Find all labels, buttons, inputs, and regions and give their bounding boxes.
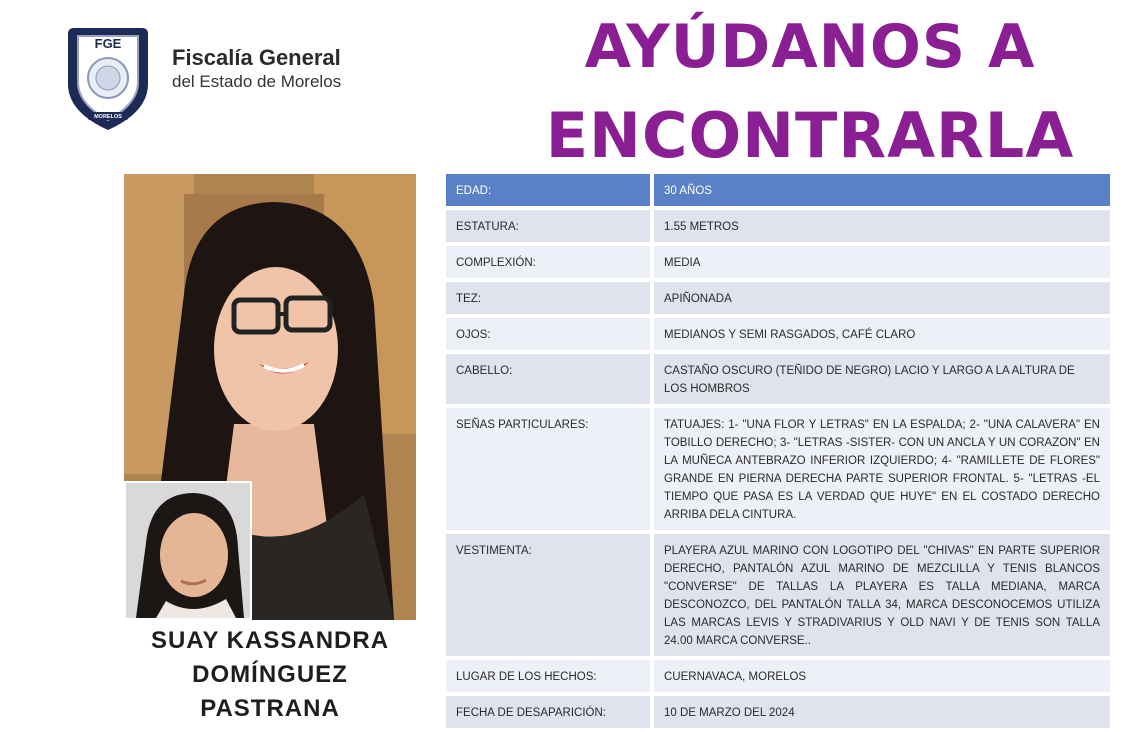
org-name: Fiscalía General [172,45,341,70]
details-label: CABELLO: [446,354,650,404]
headline-line-2: ENCONTRARLA [545,99,1075,172]
details-value: CUERNAVACA, MORELOS [654,660,1110,692]
details-row-complexion [446,282,1110,314]
details-value: 30 AÑOS [654,174,1110,206]
details-row-eyes [446,318,1110,350]
details-value: APIÑONADA [654,282,1110,314]
details-row-height [446,210,1110,242]
details-label: FECHA DE DESAPARICIÓN: [446,696,650,728]
details-row-age [446,174,1110,206]
details-value: TATUAJES: 1- "UNA FLOR Y LETRAS" EN LA ESPALDA; 2- "UNA CALAVERA" EN TOBILLO DERECHO; 3- "LETRAS -SISTER- CON UN ANCLA Y UN CORAZON" EN LA MUÑECA ANTEBRAZO INFERIOR IZQUIERDO; 4- "RAMILLETE DE FLORES" GRANDE EN PIERNA DERECHA PARTE SUPERIOR FRONTAL. 5- "LETRAS -EL TIEMPO QUE PASA ES LA VERDAD QUE HUYE" EN EL COSTADO DERECHO ARRIBA DELA CINTURA. [654,408,1110,530]
details-value: PLAYERA AZUL MARINO CON LOGOTIPO DEL "CHIVAS" EN PARTE SUPERIOR DERECHO, PANTALÓN AZUL MARINO DE MEZCLILLA Y TENIS BLANCOS "CONVERSE" DE TALLAS LA PLAYERA ES TALLA MEDIANA, MARCA DESCONOZCO, DEL PANTALÓN TALLA 34, MARCA DESCONOCEMOS UTILIZA LAS MARCAS LEVIS Y STRADIVARIUS Y OLD NAVI Y DE TENIS SON TALLA 24.00 MARCA CONVERSE.. [654,534,1110,656]
fge-shield-icon [64,22,152,134]
details-label: TEZ: [446,282,650,314]
details-value: 10 DE MARZO DEL 2024 [654,696,1110,728]
details-table [446,174,1110,732]
details-row-build [446,246,1110,278]
details-label: VESTIMENTA: [446,534,650,656]
details-label: ESTATURA: [446,210,650,242]
missing-person-inset-photo [124,481,252,620]
person-name-line-3: PASTRANA [200,695,340,722]
details-value: 1.55 METROS [654,210,1110,242]
details-label: LUGAR DE LOS HECHOS: [446,660,650,692]
badge-text: FGE [94,36,122,51]
details-row-marks [446,408,1110,530]
details-value: MEDIA [654,246,1110,278]
details-value: CASTAÑO OSCURO (TEÑIDO DE NEGRO) LACIO Y LARGO A LA ALTURA DE LOS HOMBROS [654,354,1110,404]
details-row-hair [446,354,1110,404]
details-value: MEDIANOS Y SEMI RASGADOS, CAFÉ CLARO [654,318,1110,350]
person-name-line-2: DOMÍNGUEZ [192,661,348,688]
badge-bottom-text: MORELOS [94,114,122,120]
details-label: COMPLEXIÓN: [446,246,650,278]
details-row-location [446,660,1110,692]
details-label: SEÑAS PARTICULARES: [446,408,650,530]
details-label: EDAD: [446,174,650,206]
person-name-line-1: SUAY KASSANDRA [150,627,390,654]
details-row-clothing [446,534,1110,656]
headline-line-1: AYÚDANOS A [584,12,1036,82]
details-label: OJOS: [446,318,650,350]
org-subtitle: del Estado de Morelos [172,72,342,91]
details-row-date [446,696,1110,728]
